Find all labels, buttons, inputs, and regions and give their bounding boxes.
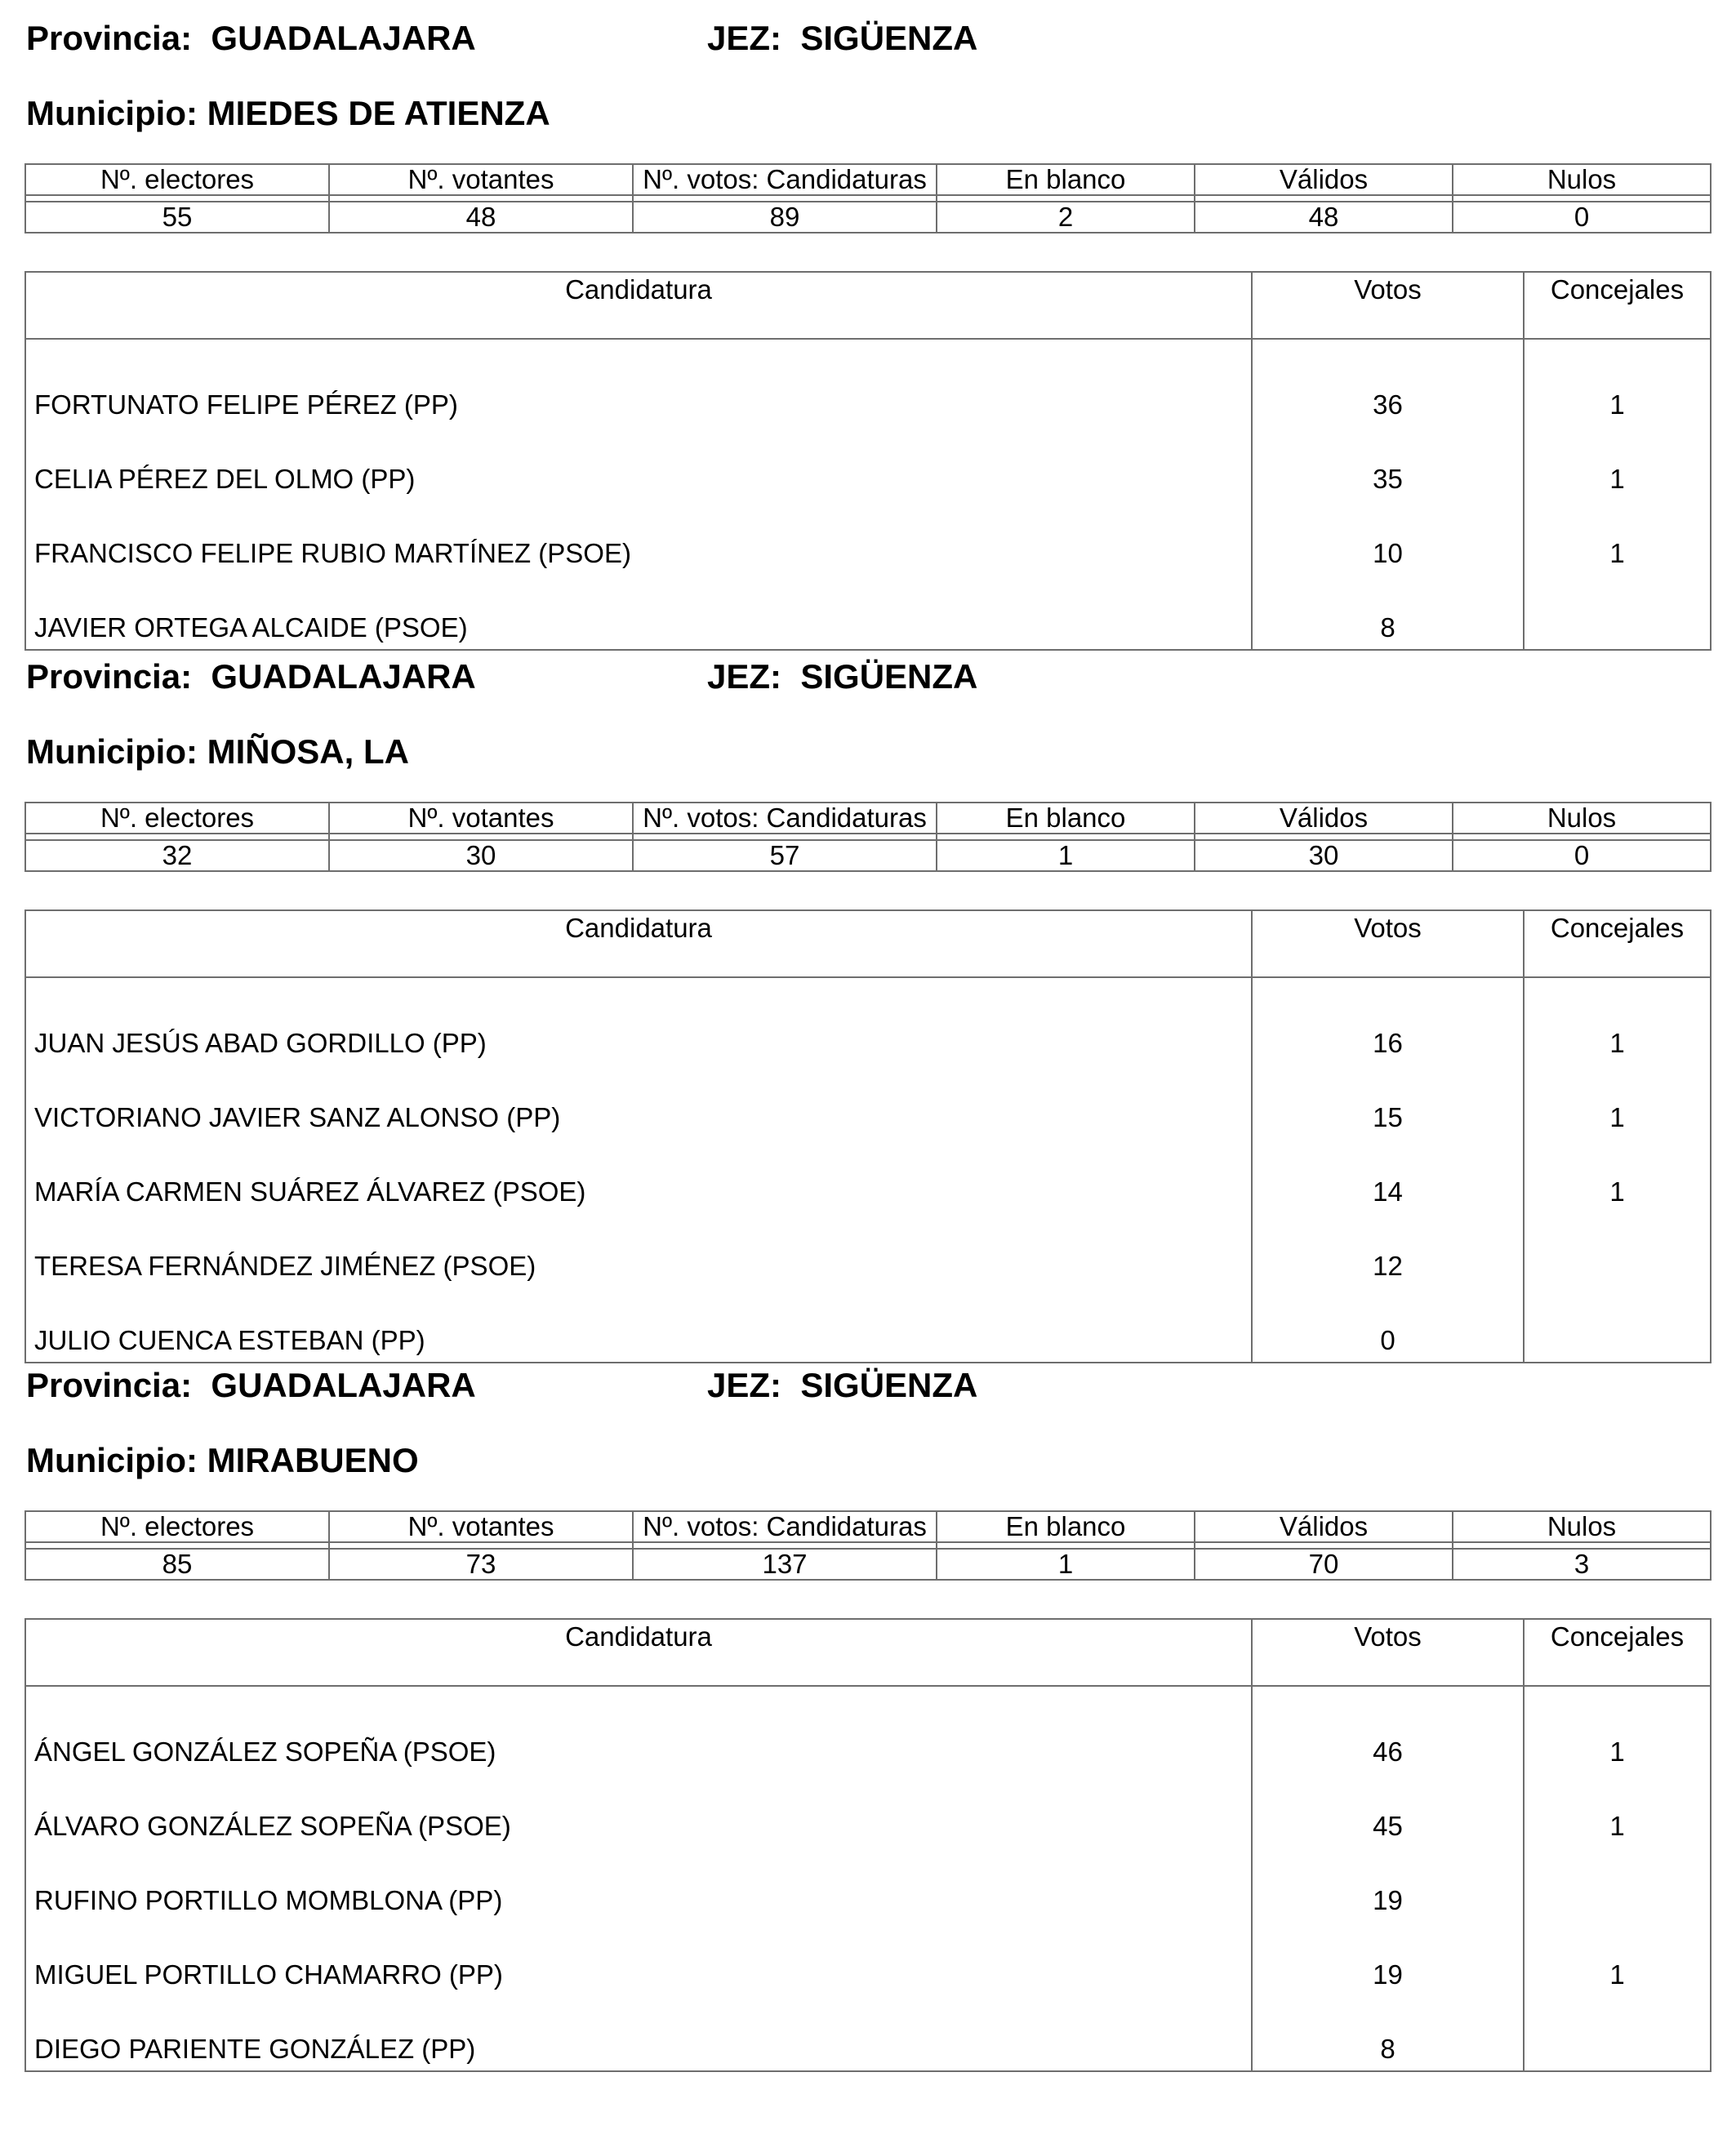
- stats-value: 89: [633, 202, 937, 233]
- table-row: [25, 1065, 1711, 1139]
- table-row: [25, 1922, 1711, 1996]
- stats-header-row: [25, 1511, 1711, 1542]
- stats-value: 30: [1195, 840, 1453, 871]
- stats-header: En blanco: [937, 803, 1195, 834]
- candidate-votes: 35: [1252, 426, 1524, 500]
- candidates-table: [24, 909, 1712, 1363]
- stats-value: 30: [329, 840, 633, 871]
- stats-header: Nº. electores: [25, 164, 329, 195]
- stats-header: Nulos: [1453, 803, 1711, 834]
- table-row: [25, 977, 1711, 1065]
- stats-header: En blanco: [937, 164, 1195, 195]
- stats-header: Nº. votos: Candidaturas: [633, 164, 937, 195]
- stats-value: 48: [329, 202, 633, 233]
- candidate-votes: 36: [1252, 339, 1524, 426]
- votos-header: Votos: [1252, 272, 1524, 339]
- jez-heading: JEZ: SIGÜENZA: [707, 657, 978, 696]
- jez-heading: JEZ: SIGÜENZA: [707, 19, 978, 57]
- stats-header: Nº. votantes: [329, 803, 633, 834]
- stats-header: En blanco: [937, 1511, 1195, 1542]
- municipality-heading: Municipio: MIRABUENO: [26, 1441, 419, 1479]
- stats-header: Nulos: [1453, 1511, 1711, 1542]
- candidate-votes: 8: [1252, 1996, 1524, 2071]
- table-row: [25, 1686, 1711, 1773]
- candidates-table: [24, 1618, 1712, 2072]
- stats-value: 1: [937, 1549, 1195, 1580]
- stats-header-row: [25, 803, 1711, 834]
- stats-header: Nº. electores: [25, 1511, 329, 1542]
- candidate-votes: 0: [1252, 1287, 1524, 1363]
- candidate-seats: 1: [1524, 1139, 1711, 1213]
- stats-value: 73: [329, 1549, 633, 1580]
- candidate-name: RUFINO PORTILLO MOMBLONA (PP): [25, 1848, 1252, 1922]
- province-heading: Provincia: GUADALAJARA: [26, 19, 476, 57]
- stats-header: Válidos: [1195, 164, 1453, 195]
- concejales-header: Concejales: [1524, 272, 1711, 339]
- stats-header: Nº. votantes: [329, 164, 633, 195]
- candidates-header-row: [25, 910, 1711, 977]
- candidate-name: ÁLVARO GONZÁLEZ SOPEÑA (PSOE): [25, 1773, 1252, 1848]
- candidate-name: TERESA FERNÁNDEZ JIMÉNEZ (PSOE): [25, 1213, 1252, 1287]
- stats-header-row: [25, 164, 1711, 195]
- stats-value: 32: [25, 840, 329, 871]
- stats-table: [24, 1510, 1712, 1581]
- stats-header: Nº. electores: [25, 803, 329, 834]
- candidate-seats: [1524, 1848, 1711, 1922]
- stats-value: 70: [1195, 1549, 1453, 1580]
- table-row: [25, 1213, 1711, 1287]
- stats-value: 55: [25, 202, 329, 233]
- candidate-votes: 46: [1252, 1686, 1524, 1773]
- stats-value-row: [25, 840, 1711, 871]
- candidate-name: CELIA PÉREZ DEL OLMO (PP): [25, 426, 1252, 500]
- candidate-name: FRANCISCO FELIPE RUBIO MARTÍNEZ (PSOE): [25, 500, 1252, 575]
- candidate-seats: 1: [1524, 1922, 1711, 1996]
- candidate-seats: [1524, 575, 1711, 650]
- stats-value: 1: [937, 840, 1195, 871]
- stats-header: Nº. votantes: [329, 1511, 633, 1542]
- candidate-seats: 1: [1524, 1686, 1711, 1773]
- stats-header: Válidos: [1195, 1511, 1453, 1542]
- table-row: [25, 1996, 1711, 2071]
- candidate-votes: 12: [1252, 1213, 1524, 1287]
- candidate-votes: 15: [1252, 1065, 1524, 1139]
- candidate-seats: 1: [1524, 426, 1711, 500]
- table-row: [25, 575, 1711, 650]
- stats-value: 48: [1195, 202, 1453, 233]
- stats-value: 0: [1453, 840, 1711, 871]
- stats-header: Nº. votos: Candidaturas: [633, 803, 937, 834]
- stats-header: Válidos: [1195, 803, 1453, 834]
- municipality-heading: Municipio: MIEDES DE ATIENZA: [26, 94, 550, 132]
- candidate-seats: 1: [1524, 977, 1711, 1065]
- table-row: [25, 500, 1711, 575]
- candidate-votes: 19: [1252, 1848, 1524, 1922]
- stats-value-row: [25, 1549, 1711, 1580]
- candidate-name: MARÍA CARMEN SUÁREZ ÁLVAREZ (PSOE): [25, 1139, 1252, 1213]
- candidatura-header: Candidatura: [25, 910, 1252, 977]
- stats-value: 3: [1453, 1549, 1711, 1580]
- stats-header: Nulos: [1453, 164, 1711, 195]
- province-heading: Provincia: GUADALAJARA: [26, 1366, 476, 1404]
- candidate-votes: 45: [1252, 1773, 1524, 1848]
- candidate-name: JUAN JESÚS ABAD GORDILLO (PP): [25, 977, 1252, 1065]
- stats-value: 57: [633, 840, 937, 871]
- table-row: [25, 1848, 1711, 1922]
- candidatura-header: Candidatura: [25, 1619, 1252, 1686]
- candidate-name: DIEGO PARIENTE GONZÁLEZ (PP): [25, 1996, 1252, 2071]
- candidate-seats: [1524, 1996, 1711, 2071]
- candidate-votes: 8: [1252, 575, 1524, 650]
- candidate-name: FORTUNATO FELIPE PÉREZ (PP): [25, 339, 1252, 426]
- candidate-seats: [1524, 1287, 1711, 1363]
- concejales-header: Concejales: [1524, 1619, 1711, 1686]
- candidate-seats: [1524, 1213, 1711, 1287]
- votos-header: Votos: [1252, 910, 1524, 977]
- candidate-name: MIGUEL PORTILLO CHAMARRO (PP): [25, 1922, 1252, 1996]
- candidate-name: ÁNGEL GONZÁLEZ SOPEÑA (PSOE): [25, 1686, 1252, 1773]
- stats-value: 2: [937, 202, 1195, 233]
- stats-value: 0: [1453, 202, 1711, 233]
- candidates-table: [24, 271, 1712, 651]
- table-row: [25, 1773, 1711, 1848]
- concejales-header: Concejales: [1524, 910, 1711, 977]
- stats-value-row: [25, 202, 1711, 233]
- candidate-seats: 1: [1524, 500, 1711, 575]
- table-row: [25, 339, 1711, 426]
- candidates-header-row: [25, 1619, 1711, 1686]
- candidate-name: JULIO CUENCA ESTEBAN (PP): [25, 1287, 1252, 1363]
- stats-header: Nº. votos: Candidaturas: [633, 1511, 937, 1542]
- stats-table: [24, 802, 1712, 872]
- table-row: [25, 1139, 1711, 1213]
- province-heading: Provincia: GUADALAJARA: [26, 657, 476, 696]
- votos-header: Votos: [1252, 1619, 1524, 1686]
- municipality-heading: Municipio: MIÑOSA, LA: [26, 732, 409, 771]
- candidate-seats: 1: [1524, 1065, 1711, 1139]
- stats-value: 85: [25, 1549, 329, 1580]
- stats-table: [24, 163, 1712, 233]
- candidate-votes: 14: [1252, 1139, 1524, 1213]
- table-row: [25, 426, 1711, 500]
- candidate-votes: 10: [1252, 500, 1524, 575]
- candidatura-header: Candidatura: [25, 272, 1252, 339]
- candidate-seats: 1: [1524, 1773, 1711, 1848]
- candidate-seats: 1: [1524, 339, 1711, 426]
- stats-value: 137: [633, 1549, 937, 1580]
- candidate-name: VICTORIANO JAVIER SANZ ALONSO (PP): [25, 1065, 1252, 1139]
- candidate-votes: 16: [1252, 977, 1524, 1065]
- jez-heading: JEZ: SIGÜENZA: [707, 1366, 978, 1404]
- table-row: [25, 1287, 1711, 1363]
- candidate-votes: 19: [1252, 1922, 1524, 1996]
- candidate-name: JAVIER ORTEGA ALCAIDE (PSOE): [25, 575, 1252, 650]
- candidates-header-row: [25, 272, 1711, 339]
